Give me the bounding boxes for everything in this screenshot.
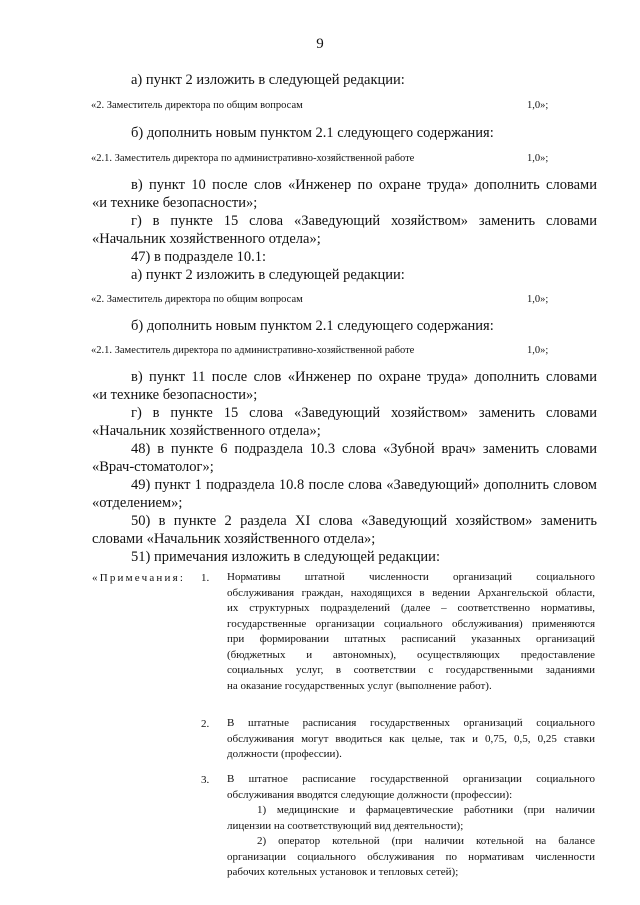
text-line: а) пункт 2 изложить в следующей редакции:	[131, 267, 405, 283]
text-line: «Начальник хозяйственного отдела»;	[92, 423, 321, 439]
note-line: обслуживания вводятся следующие должности (профессии):	[227, 788, 513, 801]
staff-position-label: «2. Заместитель директора по общим вопросам	[91, 294, 303, 305]
note-line: В штатные расписания государственных организаций социального	[227, 717, 595, 729]
text-line: 50) в пункте 2 раздела XI слова «Заведующий хозяйством» заменить	[131, 513, 597, 529]
note-line: 2) оператор котельной (при наличии котельной на балансе	[257, 835, 595, 847]
note-number: 2.	[201, 718, 210, 730]
text-line: «Начальник хозяйственного отдела»;	[92, 231, 321, 247]
note-line: обслуживания граждан, находящихся в ведении Архангельской области,	[227, 586, 595, 599]
page-number: 9	[316, 36, 324, 52]
text-line: 47) в подразделе 10.1:	[131, 249, 267, 265]
text-line: «и технике безопасности»;	[92, 195, 258, 211]
text-line: «Врач-стоматолог»;	[92, 459, 214, 475]
text-line: в) пункт 10 после слов «Инженер по охране труда» дополнить словами	[131, 177, 597, 193]
staff-rate-value: 1,0»;	[527, 294, 549, 305]
text-line: б) дополнить новым пунктом 2.1 следующего содержания:	[131, 318, 494, 334]
text-line: г) в пункте 15 слова «Заведующий хозяйством» заменить словами	[131, 405, 597, 421]
notes-heading: «Примечания:	[92, 572, 186, 584]
staff-rate-value: 1,0»;	[527, 100, 549, 111]
note-number: 1.	[201, 572, 210, 584]
text-line: 48) в пункте 6 подраздела 10.3 слова «Зубной врач» заменить словами	[131, 441, 597, 457]
staff-position-label: «2. Заместитель директора по общим вопросам	[91, 100, 303, 111]
note-line: лицензии на соответствующий вид деятельности);	[227, 819, 464, 832]
text-line: «отделением»;	[92, 495, 183, 511]
text-line: а) пункт 2 изложить в следующей редакции:	[131, 72, 405, 88]
note-line: социальных услуг, в соответствии с государственными заданиями	[227, 664, 595, 676]
note-line: на оказание государственных услуг (выполнение работ).	[227, 679, 492, 692]
text-line: г) в пункте 15 слова «Заведующий хозяйством» заменить словами	[131, 213, 597, 229]
staff-position-label: «2.1. Заместитель директора по административно-хозяйственной работе	[91, 345, 415, 356]
note-line: рабочих котельных установок и тепловых сетей);	[227, 866, 459, 878]
note-line: В штатное расписание государственной организации социального	[227, 773, 595, 785]
note-line: при формировании штатных расписаний указанных организаций	[227, 633, 595, 645]
note-number: 3.	[201, 774, 210, 786]
note-line: должности (профессии).	[227, 748, 342, 760]
note-line: обслуживания могут вводиться как целые, так и 0,75, 0,5, 0,25 ставки	[227, 732, 595, 745]
text-line: 49) пункт 1 подраздела 10.8 после слова «Заведующий» дополнить словом	[131, 477, 597, 493]
text-line: 51) примечания изложить в следующей редакции:	[131, 549, 440, 565]
note-line: (бюджетных и автономных), осуществляющих предоставление	[227, 648, 595, 661]
staff-rate-value: 1,0»;	[527, 153, 549, 164]
text-line: «и технике безопасности»;	[92, 387, 258, 403]
staff-position-label: «2.1. Заместитель директора по административно-хозяйственной работе	[91, 153, 415, 164]
staff-rate-value: 1,0»;	[527, 345, 549, 356]
note-line: их структурных подразделений (далее – соответственно нормативы,	[227, 602, 595, 614]
note-line: организации социального обслуживания по нормативам численности	[227, 850, 595, 863]
note-line: 1) медицинские и фармацевтические работники (при наличии	[257, 804, 595, 816]
note-line: Нормативы штатной численности организаций социального	[227, 571, 595, 583]
text-line: б) дополнить новым пунктом 2.1 следующего содержания:	[131, 125, 494, 141]
note-line: государственные организации социального обслуживания) применяются	[227, 617, 595, 630]
text-line: словами «Начальник хозяйственного отдела»;	[92, 531, 376, 547]
text-line: в) пункт 11 после слов «Инженер по охране труда» дополнить словами	[131, 369, 597, 385]
